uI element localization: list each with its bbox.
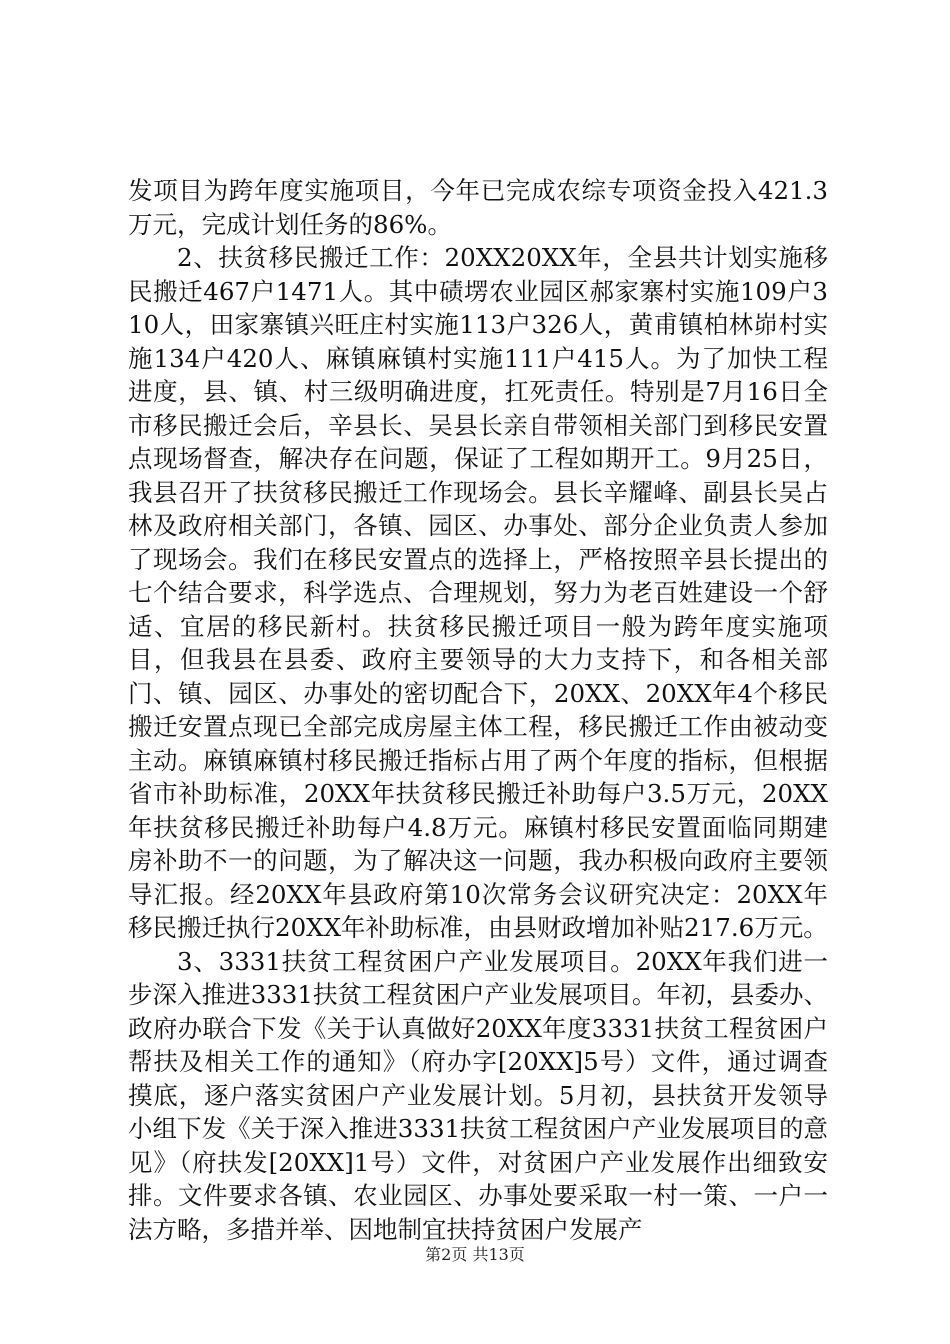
paragraph-2: 2、扶贫移民搬迁工作：20XX20XX年，全县共计划实施移民搬迁467户1471人。其中碛塄农业园区郝家寨村实施109户310人，田家寨镇兴旺庄村实施113户326人，黄甫镇柏林峁村实施134户420人、麻镇麻镇村实施111户415人。为了加快工程进度，县、镇、村三级明确进度，扛死责任。特别是7月16日全市移民搬迁会后，辛县长、吴县长亲自带领相关部门到移民安置点现场督查，解决存在问题，保证了工程如期开工。9月25日，我县召开了扶贫移民搬迁工作现场会。县长辛耀峰、副县长吴占林及政府相关部门，各镇、园区、办事处、部分企业负责人参加了现场会。我们在移民安置点的选择上，严格按照辛县长提出的七个结合要求，科学选点、合理规划，努力为老百姓建设一个舒适、宜居的移民新村。扶贫移民搬迁项目一般为跨年度实施项目，但我县在县委、政府主要领导的大力支持下，和各相关部门、镇、园区、办事处的密切配合下，20XX、20XX年4个移民搬迁安置点现已全部完成房屋主体工程，移民搬迁工作由被动变主动。麻镇麻镇村移民搬迁指标占用了两个年度的指标，但根据省市补助标准，20XX年扶贫移民搬迁补助每户3.5万元，20XX年扶贫移民搬迁补助每户4.8万元。麻镇村移民安置面临同期建房补助不一的问题，为了解决这一问题，我办积极向政府主要领导汇报。经20XX年县政府第10次常务会议研究决定：20XX年移民搬迁执行20XX年补助标准，由县财政增加补贴217.6万元。 [128,243,828,942]
paragraph-3: 3、3331扶贫工程贫困户产业发展项目。20XX年我们进一步深入推进3331扶贫工程贫困户产业发展项目。年初，县委办、政府办联合下发《关于认真做好20XX年度3331扶贫工程贫困户帮扶及相关工作的通知》（府办字[20XX]5号）文件，通过调查摸底，逐户落实贫困户产业发展计划。5月初，县扶贫开发领导小组下发《关于深入推进3331扶贫工程贫困户产业发展项目的意见》（府扶发[20XX]1号）文件，对贫困户产业发展作出细致安排。文件要求各镇、农业园区、办事处要采取一村一策、一户一法方略，多措并举、因地制宜扶持贫困户发展产 [128,946,828,1244]
page-number-footer: 第2页 共13页 [425,1245,525,1264]
paragraph-1: 发项目为跨年度实施项目，今年已完成农综专项资金投入421.3万元，完成计划任务的86%。 [128,176,828,239]
document-body [128,174,828,1246]
